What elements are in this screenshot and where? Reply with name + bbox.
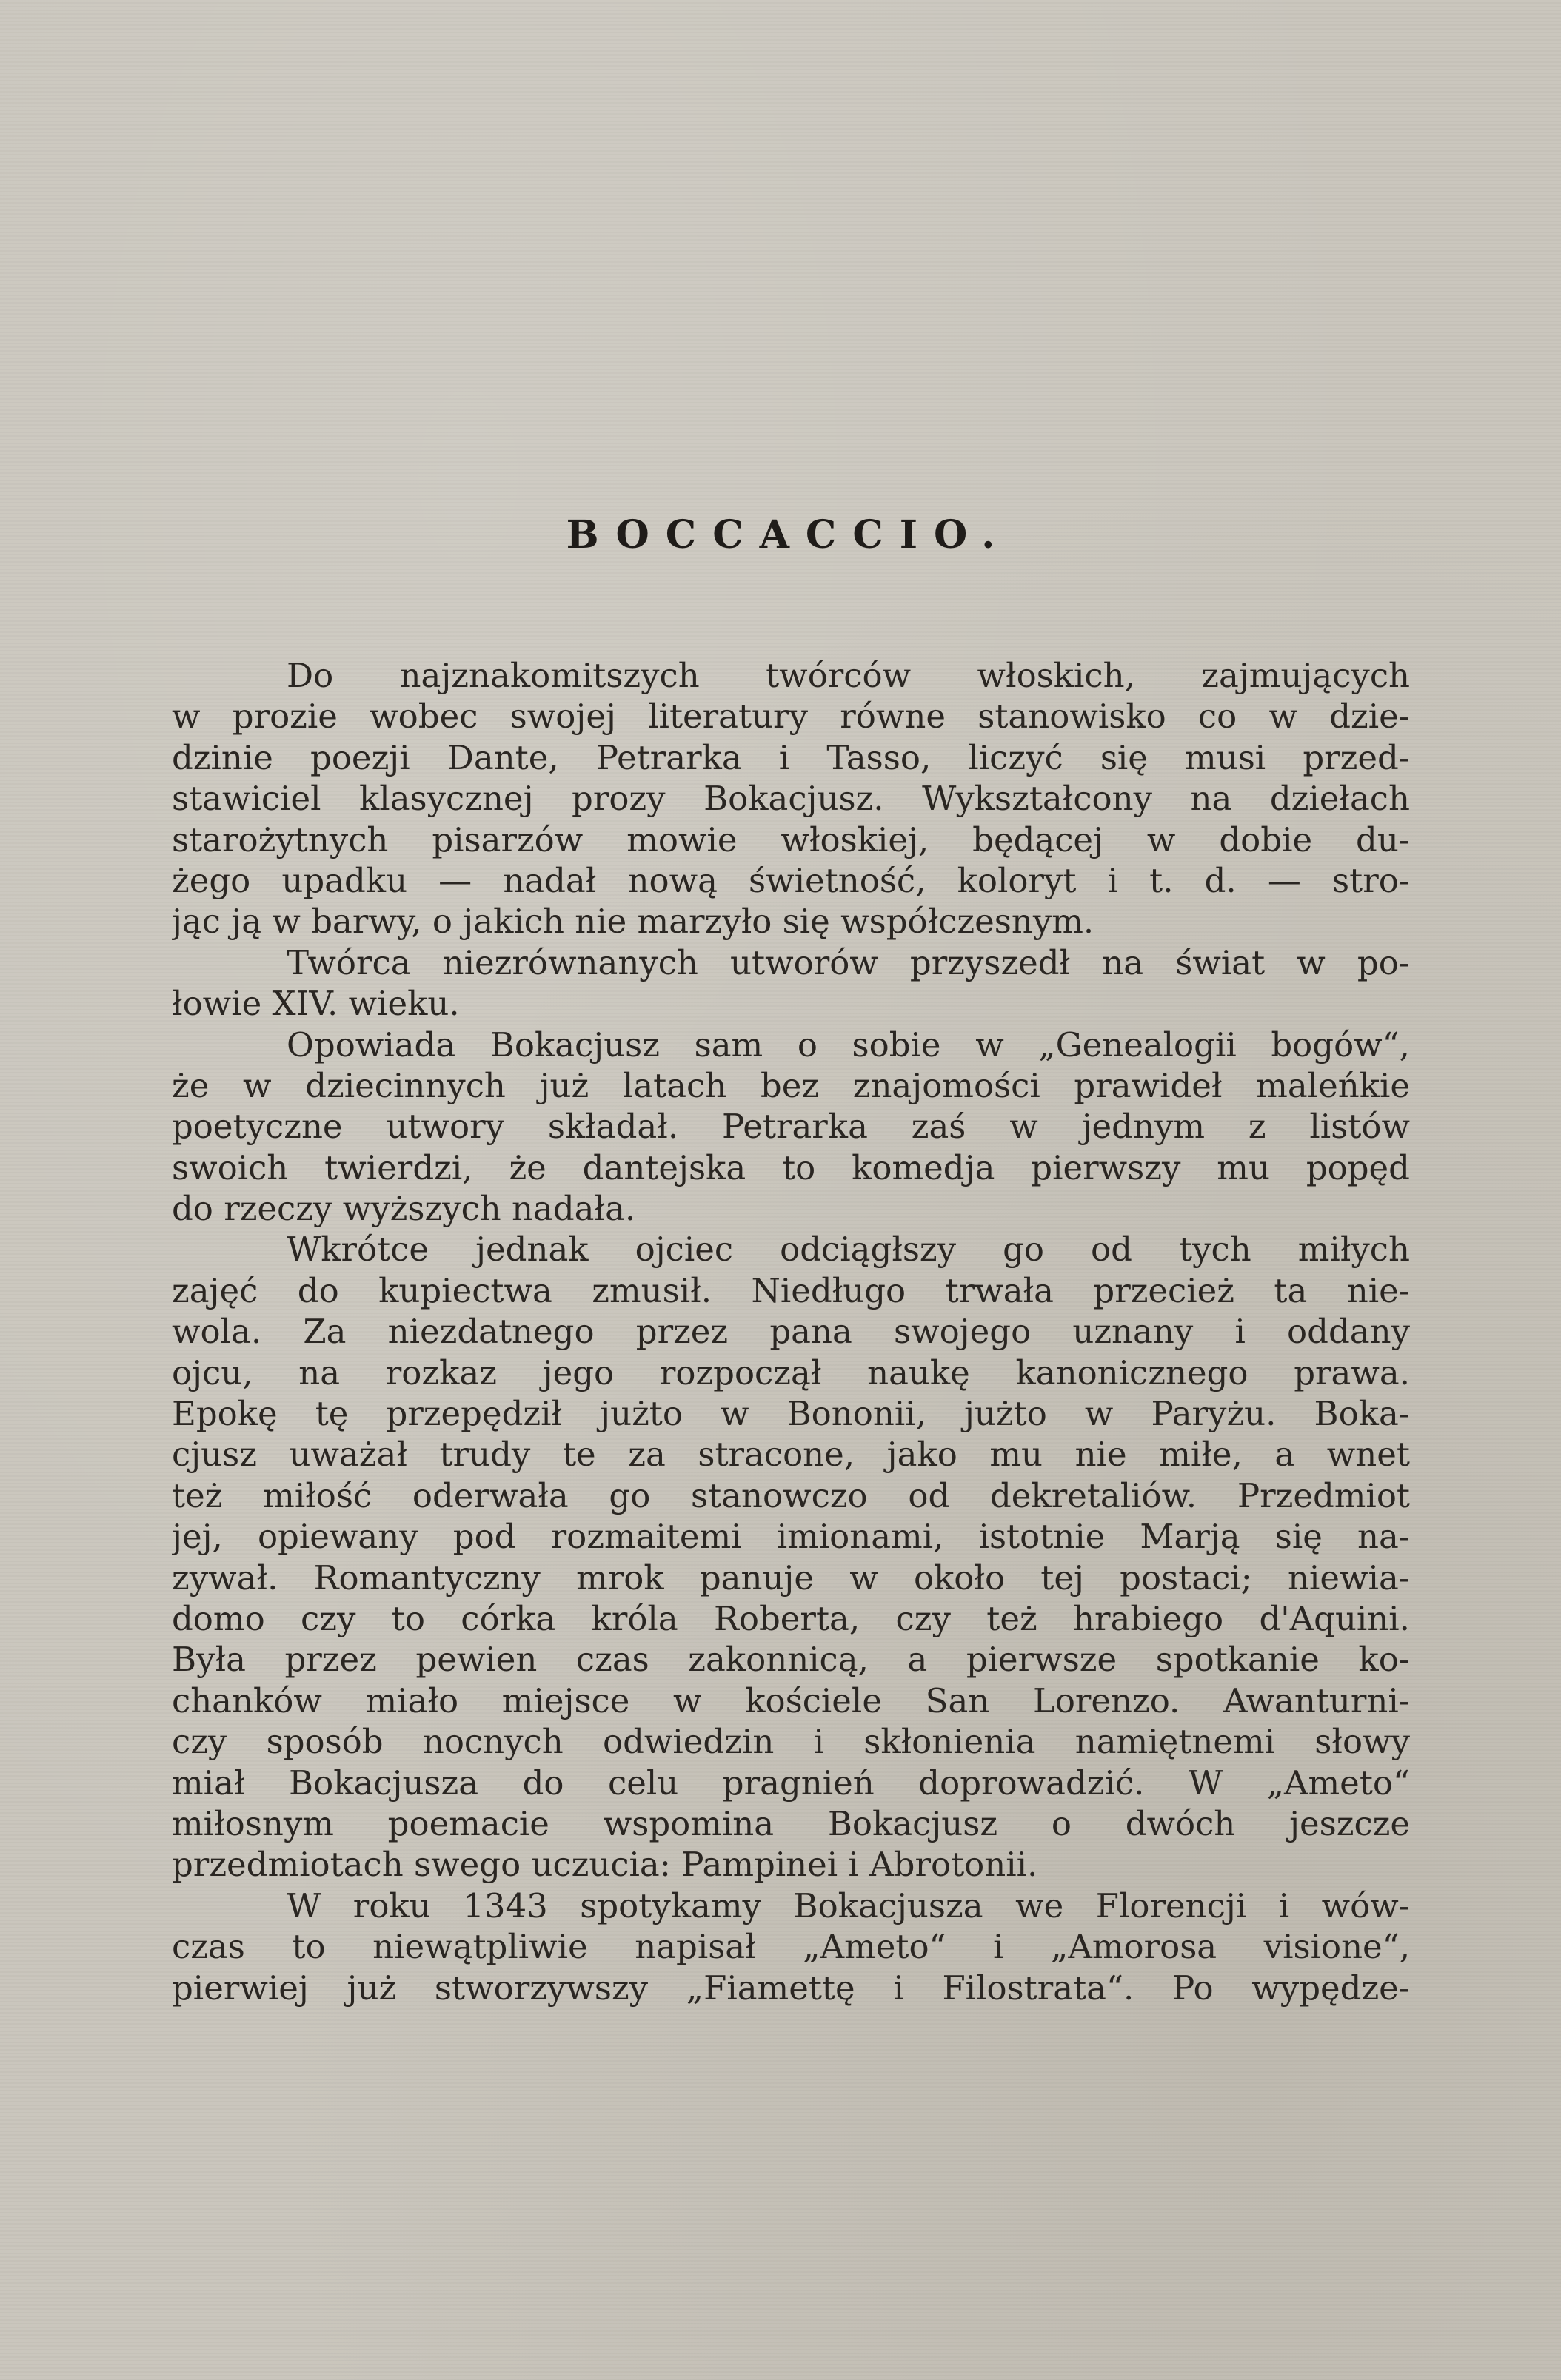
text-line: jej, opiewany pod rozmaitemi imionami, istotnie Marją się na- <box>172 1517 1410 1557</box>
text-line: W roku 1343 spotykamy Bokacjusza we Florencji i wów- <box>287 1885 1410 1925</box>
text-line: czy sposób nocnych odwiedzin i skłonienia namiętnemi słowy <box>172 1722 1410 1762</box>
text-line: starożytnych pisarzów mowie włoskiej, będącej w dobie du- <box>172 819 1410 859</box>
text-line: dzinie poezji Dante, Petrarka i Tasso, liczyć się musi przed- <box>172 737 1410 777</box>
text-line: wola. Za niezdatnego przez pana swojego uznany i oddany <box>172 1312 1410 1352</box>
text-line: łowie XIV. wieku. <box>172 984 460 1024</box>
text-line: Do najznakomitszych twórców włoskich, zajmujących <box>287 656 1410 695</box>
text-line: Twórca niezrównanych utworów przyszedł na świat w po- <box>287 942 1410 982</box>
text-line: zywał. Romantyczny mrok panuje w około tej postaci; niewia- <box>172 1558 1410 1598</box>
text-line: miłosnym poemacie wspomina Bokacjusz o dwóch jeszcze <box>172 1803 1410 1843</box>
text-line: też miłość oderwała go stanowczo od dekretaliów. Przedmiot <box>172 1475 1410 1515</box>
text-line: Wkrótce jednak ojciec odciągłszy go od tych miłych <box>287 1230 1410 1270</box>
text-line: w prozie wobec swojej literatury równe stanowisko co w dzie- <box>172 697 1410 737</box>
text-line: czas to niewątpliwie napisał „Ameto“ i „Amorosa visione“, <box>172 1927 1410 1967</box>
text-line: jąc ją w barwy, o jakich nie marzyło się współczesnym. <box>172 902 1094 942</box>
text-line: Epokę tę przepędził jużto w Bononii, jużto w Paryżu. Boka- <box>172 1394 1410 1434</box>
text-line: do rzeczy wyższych nadała. <box>172 1189 636 1229</box>
text-line: miał Bokacjusza do celu pragnień doprowadzić. W „Ameto“ <box>172 1763 1410 1803</box>
text-line: poetyczne utwory składał. Petrarka zaś w jednym z listów <box>172 1107 1410 1147</box>
body-text <box>172 655 1410 2008</box>
text-line: domo czy to córka króla Roberta, czy też hrabiego d'Aquini. <box>172 1598 1410 1638</box>
text-line: ojcu, na rozkaz jego rozpoczął naukę kanonicznego prawa. <box>172 1352 1410 1392</box>
text-line: przedmiotach swego uczucia: Pampinei i Abrotonii. <box>172 1845 1038 1885</box>
text-line: chanków miało miejsce w kościele San Lorenzo. Awanturni- <box>172 1680 1410 1720</box>
text-line: cjusz uważał trudy te za stracone, jako mu nie miłe, a wnet <box>172 1435 1410 1475</box>
text-line: żego upadku — nadał nową świetność, koloryt i t. d. — stro- <box>172 860 1410 900</box>
text-line: że w dziecinnych już latach bez znajomości prawideł maleńkie <box>172 1065 1410 1105</box>
text-line: Opowiada Bokacjusz sam o sobie w „Genealogii bogów“, <box>287 1025 1410 1065</box>
text-line: stawiciel klasycznej prozy Bokacjusz. Wykształcony na dziełach <box>172 779 1410 819</box>
chapter-title: BOCCACCIO. <box>566 512 1012 557</box>
text-line: Była przez pewien czas zakonnicą, a pierwsze spotkanie ko- <box>172 1640 1410 1680</box>
text-line: zajęć do kupiectwa zmusił. Niedługo trwała przecież ta nie- <box>172 1270 1410 1310</box>
text-line: pierwiej już stworzywszy „Fiamettę i Filostrata“. Po wypędze- <box>172 1968 1410 2008</box>
text-line: swoich twierdzi, że dantejska to komedja pierwszy mu popęd <box>172 1147 1410 1187</box>
